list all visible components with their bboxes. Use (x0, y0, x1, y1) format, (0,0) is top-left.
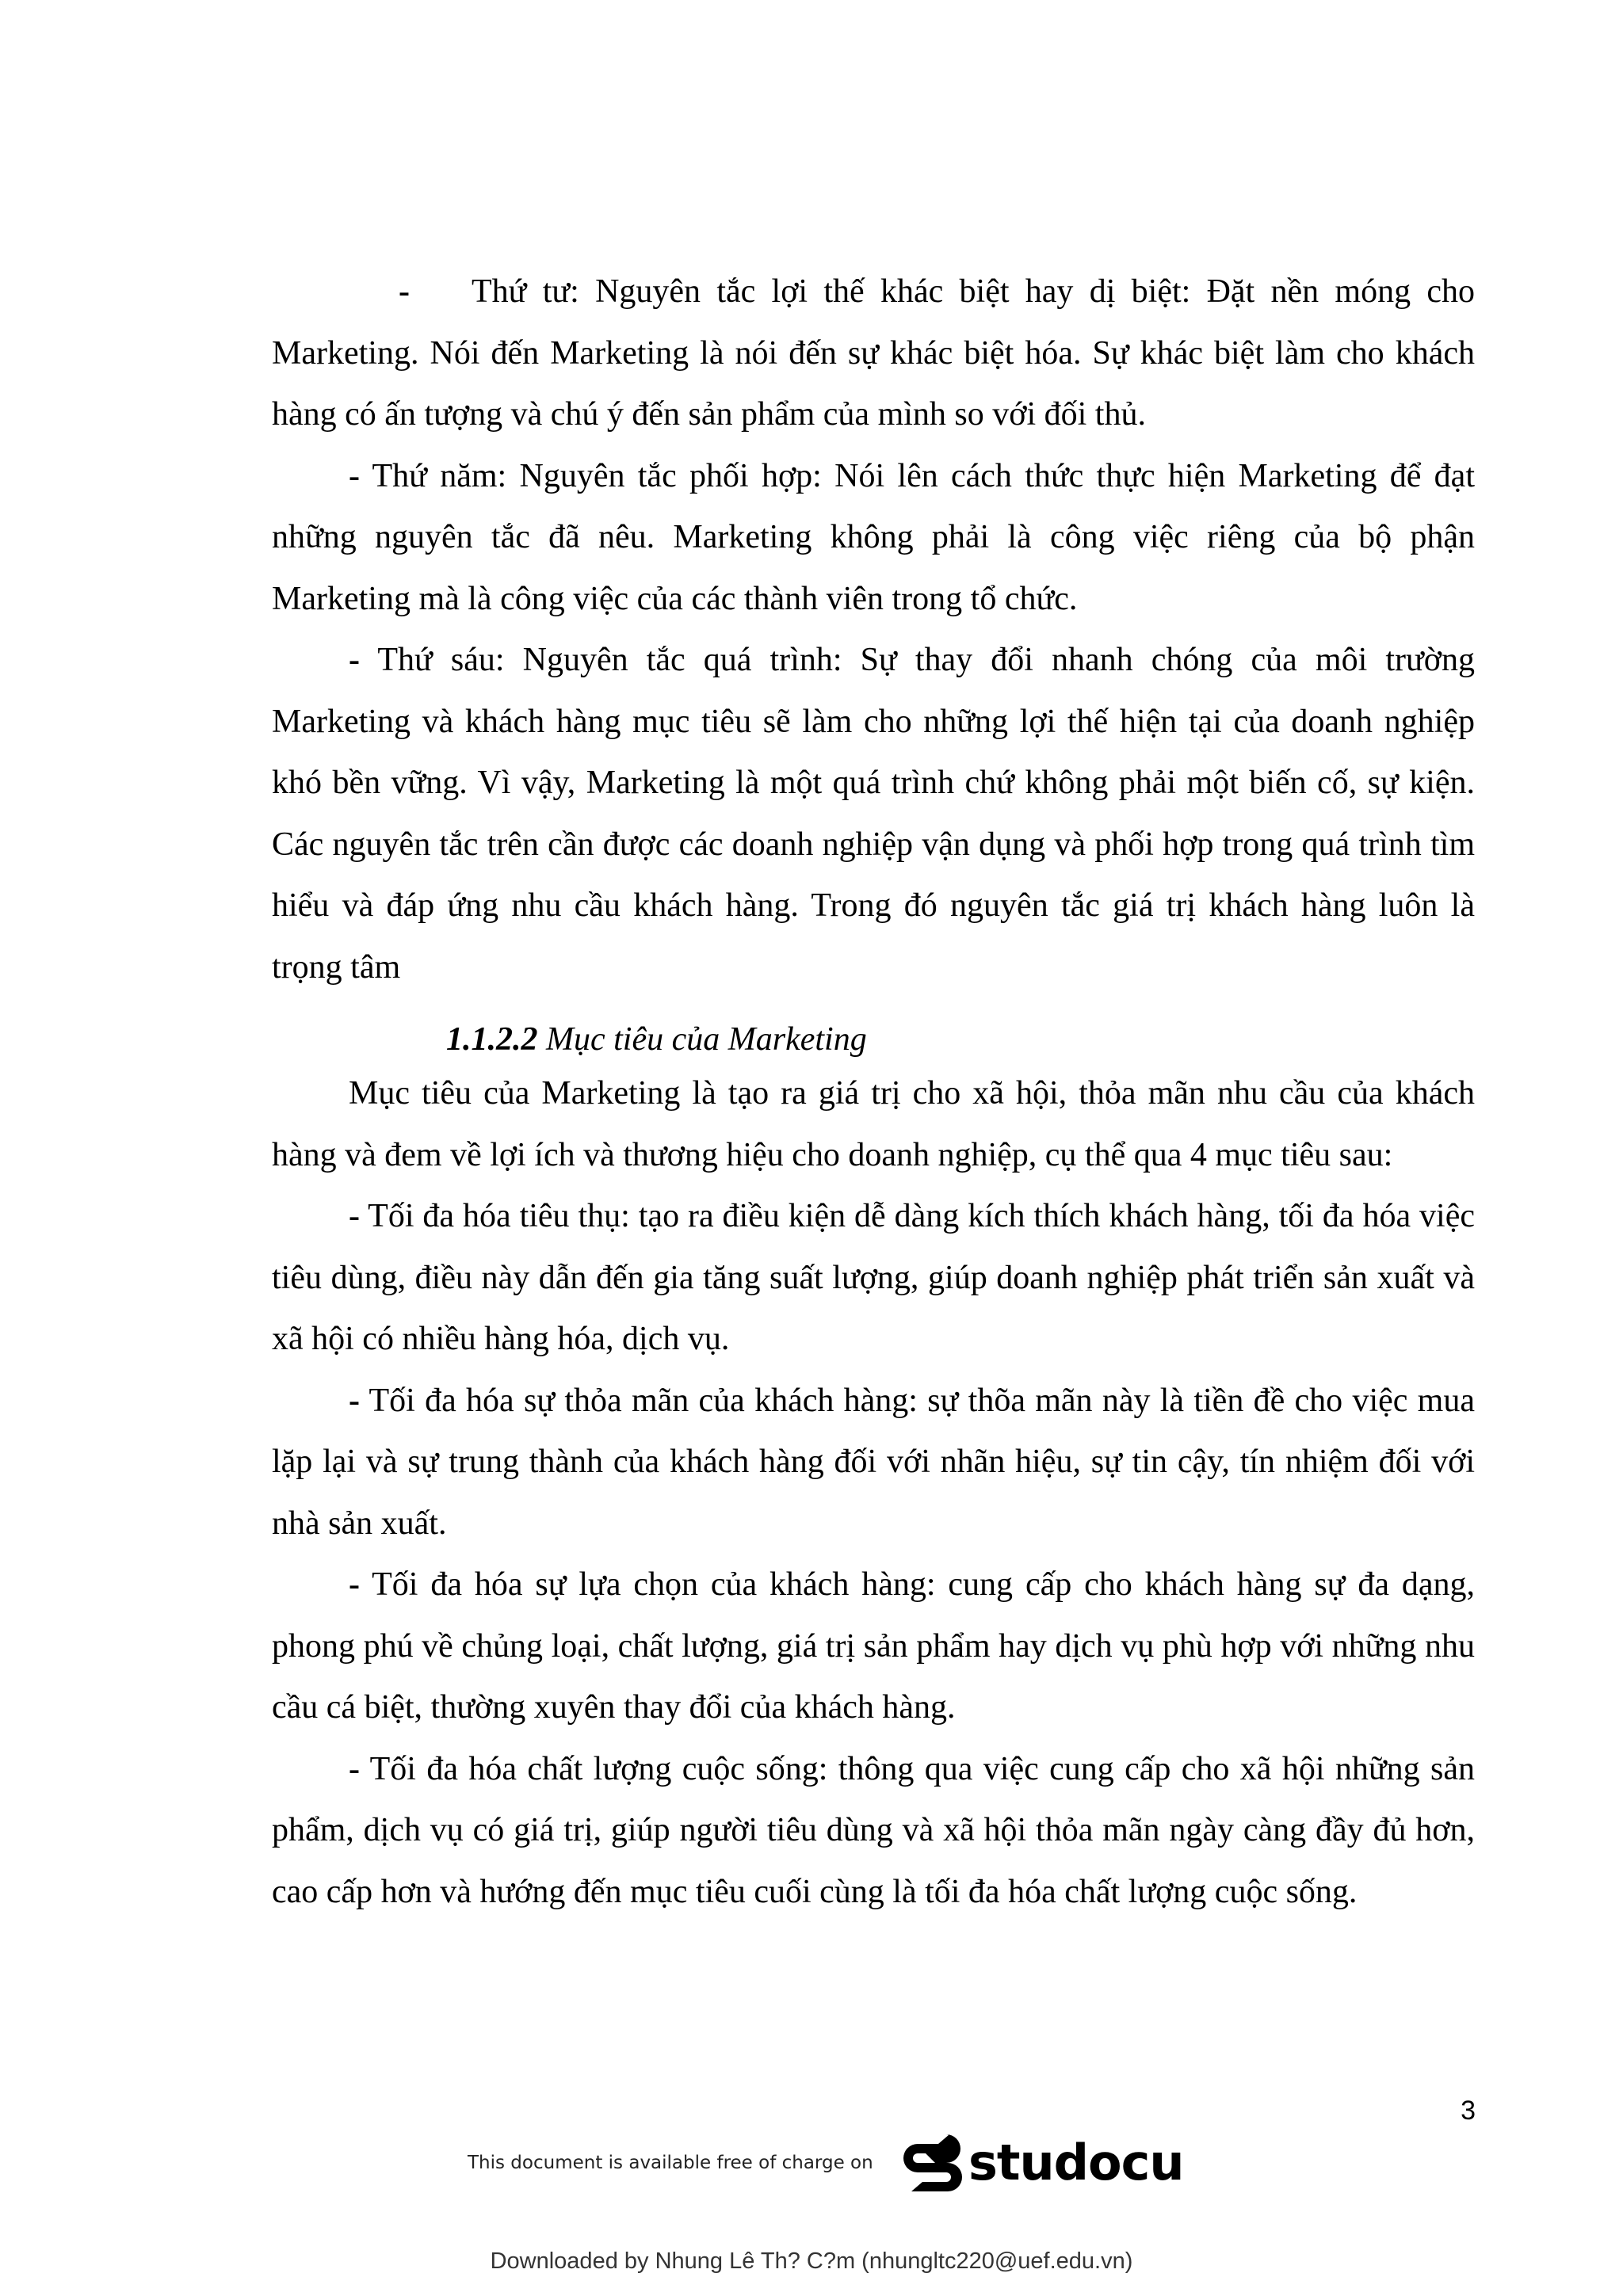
paragraph-text: Mục tiêu của Marketing là tạo ra giá trị cho xã hội, thỏa mãn nhu cầu của khách hàng và đem về lợi ích và thương hiệu cho doanh nghiệp, cụ thể qua 4 mục tiêu sau: (272, 1075, 1475, 1173)
section-heading (446, 1016, 1475, 1063)
section-title: Mục tiêu của Marketing (537, 1021, 867, 1058)
studocu-logo[interactable] (899, 2130, 1184, 2196)
paragraph-objective-choice (272, 1554, 1475, 1739)
paragraph-text: Thứ tư: Nguyên tắc lợi thế khác biệt hay dị biệt: Đặt nền móng cho Marketing. Nói đến Marketing là nói đến sự khác biệt hóa. Sự khác biệt làm cho khách hàng có ấn tượng và chú ý đến sản phẩm của mình so với đối thủ. (272, 273, 1475, 433)
paragraph-text: Tối đa hóa sự lựa chọn của khách hàng: cung cấp cho khách hàng sự đa dạng, phong phú về chủng loại, chất lượng, giá trị sản phẩm hay dịch vụ phù hợp với những nhu cầu cá biệt, thường xuyên thay đổi của khách hàng. (272, 1566, 1475, 1726)
bullet-dash: - (349, 457, 360, 494)
bullet-dash: - (399, 273, 410, 310)
paragraph-objectives-intro (272, 1063, 1475, 1186)
bullet-dash: - (349, 1198, 360, 1234)
paragraph-objective-quality (272, 1739, 1475, 1924)
studocu-brand-name: studocu (968, 2134, 1184, 2191)
document-body (272, 261, 1475, 1923)
paragraph-principle-5 (272, 446, 1475, 631)
download-notice: Downloaded by Nhung Lê Th? C?m (nhungltc220@uef.edu.vn) (490, 2248, 1133, 2274)
paragraph-objective-consumption (272, 1186, 1475, 1371)
studocu-logo-icon (899, 2130, 965, 2196)
paragraph-principle-6 (272, 630, 1475, 998)
paragraph-text: Thứ năm: Nguyên tắc phối hợp: Nói lên cách thức thực hiện Marketing để đạt những nguyên tắc đã nêu. Marketing không phải là công việc riêng của bộ phận Marketing mà là công việc của các thành viên trong tổ chức. (272, 457, 1475, 617)
availability-notice: This document is available free of charge on (468, 2153, 873, 2173)
page-number: 3 (1461, 2096, 1476, 2126)
paragraph-text: Tối đa hóa chất lượng cuộc sống: thông qua việc cung cấp cho xã hội những sản phẩm, dịch vụ có giá trị, giúp người tiêu dùng và xã hội thỏa mãn ngày càng đầy đủ hơn, cao cấp hơn và hướng đến mục tiêu cuối cùng là tối đa hóa chất lượng cuộc sống. (272, 1750, 1475, 1910)
bullet-dash: - (349, 642, 360, 678)
paragraph-text: Thứ sáu: Nguyên tắc quá trình: Sự thay đổi nhanh chóng của môi trường Marketing và khách hàng mục tiêu sẽ làm cho những lợi thế hiện tại của doanh nghiệp khó bền vững. Vì vậy, Marketing là một quá trình chứ không phải một biến cố, sự kiện. Các nguyên tắc trên cần được các doanh nghiệp vận dụng và phối hợp trong quá trình tìm hiểu và đáp ứng nhu cầu khách hàng. Trong đó nguyên tắc giá trị khách hàng luôn là trọng tâm (272, 642, 1475, 986)
paragraph-text: Tối đa hóa tiêu thụ: tạo ra điều kiện dễ dàng kích thích khách hàng, tối đa hóa việc tiêu dùng, điều này dẫn đến gia tăng suất lượng, giúp doanh nghiệp phát triển sản xuất và xã hội có nhiều hàng hóa, dịch vụ. (272, 1198, 1475, 1357)
bullet-dash: - (349, 1750, 360, 1787)
paragraph-objective-satisfaction (272, 1371, 1475, 1555)
bullet-dash: - (349, 1566, 360, 1603)
bullet-dash: - (349, 1382, 360, 1419)
paragraph-text: Tối đa hóa sự thỏa mãn của khách hàng: sự thõa mãn này là tiền đề cho việc mua lặp lại và sự trung thành của khách hàng đối với nhãn hiệu, sự tin cậy, tín nhiệm đối với nhà sản xuất. (272, 1382, 1475, 1542)
paragraph-principle-4 (272, 261, 1475, 446)
section-number: 1.1.2.2 (446, 1021, 538, 1058)
